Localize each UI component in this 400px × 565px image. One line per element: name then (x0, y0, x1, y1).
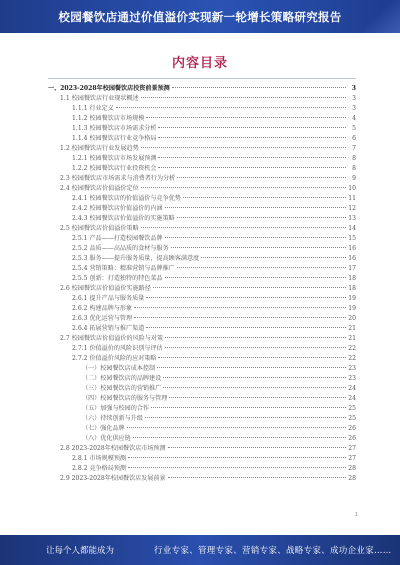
toc-entry[interactable] (48, 404, 356, 414)
toc-leader-dots (146, 297, 346, 298)
toc-entry-page: 11 (348, 195, 356, 202)
toc-entry-page: 3 (351, 85, 356, 92)
toc-entry[interactable] (48, 274, 356, 284)
toc-entry-title: 2.6.3 优化运营与管理 (72, 315, 133, 322)
toc-leader-dots (134, 307, 346, 308)
toc-entry-page: 23 (348, 375, 356, 382)
toc-leader-dots (151, 407, 346, 408)
toc-entry-page: 6 (352, 135, 356, 142)
toc-entry[interactable] (48, 94, 356, 104)
toc-entry[interactable] (48, 364, 356, 374)
toc-entry-title: 2.8.1 市场规模预测 (72, 455, 127, 462)
toc-leader-dots (153, 287, 346, 288)
toc-entry-title: 一、2023-2028年校园餐饮店投资前景预测 (48, 85, 170, 92)
footer-banner (0, 535, 400, 565)
toc-leader-dots (158, 157, 346, 158)
toc-entry-page: 7 (352, 145, 356, 152)
toc-entry-title: 2.4.2 校园餐饮店价值溢价的内涵 (72, 205, 163, 212)
toc-entry-title: （一）校园餐饮店成本控制 (82, 365, 156, 372)
toc-entry-page: 19 (348, 295, 356, 302)
toc-entry-page: 15 (348, 235, 356, 242)
toc-entry[interactable] (48, 134, 356, 144)
toc-entry-page: 21 (348, 325, 356, 332)
report-header-banner (0, 0, 400, 33)
toc-entry-page: 28 (348, 475, 356, 482)
toc-entry-page: 13 (348, 215, 356, 222)
toc-entry-title: （七）强化品牌 (82, 425, 125, 432)
toc-entry-page: 25 (348, 405, 356, 412)
toc-entry-title: 2.5.4 营销策略：精准营销与品牌推广 (72, 265, 175, 272)
toc-entry-page: 14 (348, 225, 356, 232)
toc-entry-page: 5 (352, 125, 356, 132)
toc-leader-dots (158, 137, 346, 138)
toc-entry-page: 19 (348, 305, 356, 312)
toc-entry-page: 17 (348, 265, 356, 272)
toc-leader-dots (201, 257, 346, 258)
toc-entry-title: 2.6 校园餐饮店价值溢价实施路径 (60, 285, 151, 292)
toc-entry[interactable] (48, 84, 356, 94)
toc-entry-page: 26 (348, 425, 356, 432)
toc-entry-title: 2.5.2 品质——高品质的食材与服务 (72, 245, 169, 252)
toc-entry-page: 24 (348, 385, 356, 392)
toc-entry[interactable] (48, 394, 356, 404)
toc-entry-title: 1.1 校园餐饮店行业现状概述 (60, 95, 139, 102)
toc-leader-dots (141, 187, 346, 188)
toc-entry-title: 2.5 校园餐饮店价值溢价策略 (60, 225, 139, 232)
toc-entry[interactable] (48, 244, 356, 254)
toc-entry-title: 2.3 校园餐饮店市场需求与消费者行为分析 (60, 175, 176, 182)
toc-entry-title: 2.7.2 价值溢价风险的应对策略 (72, 355, 157, 362)
toc-leader-dots (158, 127, 346, 128)
toc-entry[interactable] (48, 464, 356, 474)
toc-leader-dots (168, 477, 346, 478)
toc-entry-page: 8 (352, 165, 356, 172)
toc-leader-dots (146, 117, 346, 118)
toc-entry-page: 23 (348, 365, 356, 372)
toc-entry-title: 2.5.5 创新：打造独特的特色菜品 (72, 275, 163, 282)
toc-entry[interactable] (48, 124, 356, 134)
toc-entry-page: 18 (348, 275, 356, 282)
toc-leader-dots (141, 97, 346, 98)
toc-entry-title: 2.9 2023-2028年校园餐饮店发展前景 (60, 475, 166, 482)
toc-entry-page: 25 (348, 415, 356, 422)
toc-entry-title: 1.1.4 校园餐饮店行业竞争格局 (72, 135, 157, 142)
toc-entry-page: 26 (348, 435, 356, 442)
toc-entry-page: 10 (348, 185, 356, 192)
toc-entry-title: 1.2 校园餐饮店行业发展趋势 (60, 145, 139, 152)
toc-entry[interactable] (48, 254, 356, 264)
footer-roles: 行业专家、管理专家、营销专家、战略专家、成功企业家…… (154, 546, 392, 556)
toc-entry-title: 2.5.1 产品——打造校园餐饮品牌 (72, 235, 163, 242)
toc-entry[interactable] (48, 184, 356, 194)
toc-divider (48, 78, 356, 79)
toc-entry[interactable] (48, 434, 356, 444)
header-accent-decoration (364, 0, 400, 33)
toc-leader-dots (133, 437, 346, 438)
toc-entry[interactable] (48, 414, 356, 424)
toc-entry-page: 24 (348, 395, 356, 402)
toc-leader-dots (127, 427, 346, 428)
toc-entry-title: 2.7.1 价值溢价的风险识别与评估 (72, 345, 163, 352)
toc-leader-dots (146, 327, 346, 328)
toc-entry-page: 16 (348, 255, 356, 262)
toc-leader-dots (141, 147, 346, 148)
toc-entry-title: （四）校园餐饮店的服务与管理 (82, 395, 168, 402)
toc-entry-title: 2.7 校园餐饮店价值溢价的风险与对策 (60, 335, 164, 342)
toc-entry[interactable] (48, 294, 356, 304)
toc-entry-page: 8 (352, 155, 356, 162)
toc-leader-dots (165, 347, 346, 348)
toc-leader-dots (128, 457, 346, 458)
toc-entry-page: 16 (348, 245, 356, 252)
toc-entry-title: （五）加强与校园的合作 (82, 405, 150, 412)
toc-leader-dots (158, 167, 346, 168)
toc-entry[interactable] (48, 204, 356, 214)
toc-entry-page: 3 (352, 95, 356, 102)
toc-entry-title: 2.4 校园餐饮店价值溢价定位 (60, 185, 139, 192)
toc-entry[interactable] (48, 234, 356, 244)
toc-entry[interactable] (48, 154, 356, 164)
toc-entry-title: 2.6.2 构建品牌与形象 (72, 305, 133, 312)
toc-leader-dots (183, 197, 346, 198)
toc-leader-dots (177, 177, 346, 178)
toc-entry[interactable] (48, 384, 356, 394)
toc-leader-dots (171, 247, 346, 248)
toc-entry-page: 12 (348, 205, 356, 212)
toc-entry-title: 1.1.1 行业定义 (72, 105, 114, 112)
toc-entry[interactable] (48, 324, 356, 334)
toc-entry-title: 2.6.1 提升产品与服务质量 (72, 295, 145, 302)
toc-leader-dots (177, 217, 346, 218)
toc-leader-dots (163, 377, 346, 378)
toc-entry-title: （六）持续创新与升级 (82, 415, 143, 422)
toc-leader-dots (168, 447, 346, 448)
toc-entry[interactable] (48, 314, 356, 324)
toc-entry[interactable] (48, 264, 356, 274)
toc-entry[interactable] (48, 474, 356, 484)
toc-entry[interactable] (48, 424, 356, 434)
toc-entry-page: 4 (352, 115, 356, 122)
toc-leader-dots (145, 417, 346, 418)
toc-entry-title: 2.4.3 校园餐饮店价值溢价的实施策略 (72, 215, 175, 222)
toc-leader-dots (165, 207, 346, 208)
toc-entry[interactable] (48, 174, 356, 184)
toc-entry-title: 2.8.2 竞争格局预测 (72, 465, 127, 472)
toc-entry[interactable] (48, 224, 356, 234)
toc-entry-title: （八）优化供应链 (82, 435, 131, 442)
toc-leader-dots (163, 387, 346, 388)
table-of-contents (48, 84, 356, 484)
report-title: 校园餐饮店通过价值溢价实现新一轮增长策略研究报告 (58, 9, 342, 24)
toc-leader-dots (128, 467, 346, 468)
toc-entry-title: 1.2.2 校园餐饮店行业投资机会 (72, 165, 157, 172)
toc-leader-dots (165, 237, 346, 238)
toc-leader-dots (172, 87, 346, 88)
toc-entry-page: 27 (348, 455, 356, 462)
toc-entry-page: 18 (348, 285, 356, 292)
toc-entry[interactable] (48, 114, 356, 124)
toc-entry-title: 2.5.3 服务——提升服务质量，提高顾客满意度 (72, 255, 200, 262)
toc-entry-title: 1.1.2 校园餐饮店市场规模 (72, 115, 145, 122)
toc-entry-page: 27 (348, 445, 356, 452)
toc-leader-dots (158, 357, 346, 358)
toc-leader-dots (177, 267, 346, 268)
toc-entry-title: 2.4.1 校园餐饮店的价值溢价与竞争优势 (72, 195, 181, 202)
toc-leader-dots (116, 107, 346, 108)
toc-entry[interactable] (48, 104, 356, 114)
toc-entry[interactable] (48, 444, 356, 454)
toc-leader-dots (157, 367, 346, 368)
toc-entry-page: 22 (348, 355, 356, 362)
footer-slogan: 让每个人都能成为 (46, 546, 115, 556)
toc-leader-dots (141, 227, 346, 228)
toc-entry-title: 1.1.3 校园餐饮店市场需求分析 (72, 125, 157, 132)
toc-heading: 内容目录 (171, 56, 228, 71)
toc-leader-dots (165, 277, 346, 278)
toc-entry-page: 22 (348, 345, 356, 352)
toc-entry[interactable] (48, 354, 356, 364)
toc-entry[interactable] (48, 284, 356, 294)
toc-entry[interactable] (48, 454, 356, 464)
toc-entry-page: 20 (348, 315, 356, 322)
toc-entry[interactable] (48, 214, 356, 224)
toc-entry[interactable] (48, 304, 356, 314)
toc-entry-title: 2.8 2023-2028年校园餐饮店市场预测 (60, 445, 166, 452)
toc-entry-title: 2.6.4 拓展营销与推广渠道 (72, 325, 145, 332)
toc-entry-page: 9 (352, 175, 356, 182)
toc-entry[interactable] (48, 194, 356, 204)
toc-entry-page: 28 (348, 465, 356, 472)
page-number: 1 (354, 512, 358, 518)
toc-entry[interactable] (48, 144, 356, 154)
toc-entry-page: 3 (352, 105, 356, 112)
toc-leader-dots (134, 317, 346, 318)
toc-entry[interactable] (48, 334, 356, 344)
toc-entry-page: 21 (348, 335, 356, 342)
toc-leader-dots (165, 337, 346, 338)
toc-entry[interactable] (48, 374, 356, 384)
toc-entry-title: （二）校园餐饮店的品牌建设 (82, 375, 162, 382)
toc-entry[interactable] (48, 344, 356, 354)
toc-entry-title: （三）校园餐饮店的营销推广 (82, 385, 162, 392)
toc-entry[interactable] (48, 164, 356, 174)
toc-leader-dots (169, 397, 346, 398)
toc-entry-title: 1.2.1 校园餐饮店市场发展预测 (72, 155, 157, 162)
